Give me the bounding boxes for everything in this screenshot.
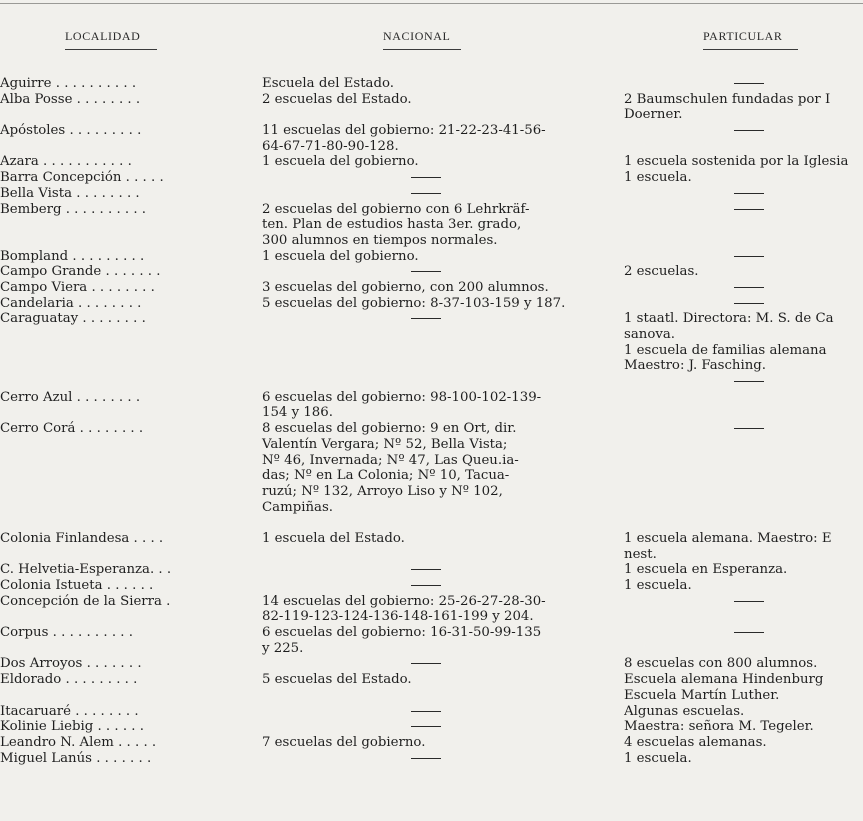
localidad-text: Candelaria . . . . . . . . xyxy=(0,295,142,311)
nacional-line xyxy=(262,390,592,406)
particular-line xyxy=(624,92,863,108)
nacional-line xyxy=(262,233,592,249)
localidad-text: Barra Concepción . . . . . xyxy=(0,170,164,186)
header-underline xyxy=(383,49,461,50)
particular-line xyxy=(624,547,863,563)
particular-line xyxy=(624,170,863,186)
top-rule xyxy=(0,3,863,4)
dash-rule xyxy=(411,193,441,194)
nacional-line xyxy=(262,202,592,218)
dash-rule xyxy=(734,193,764,194)
particular-text: 1 staatl. Directora: M. S. de Ca xyxy=(624,311,834,327)
nacional-text: Campiñas. xyxy=(262,499,334,515)
nacional-line xyxy=(262,500,592,516)
localidad-line xyxy=(0,327,240,343)
particular-line xyxy=(624,405,863,421)
localidad-line xyxy=(0,280,240,296)
nacional-text: 64-67-71-80-90-128. xyxy=(262,138,399,154)
particular-text: 1 escuela de familias alemana xyxy=(624,342,827,358)
nacional-text: Escuela del Estado. xyxy=(262,76,394,91)
localidad-line xyxy=(0,515,240,531)
particular-line xyxy=(624,656,863,672)
nacional-line xyxy=(262,311,592,327)
localidad-line xyxy=(0,311,240,327)
particular-text: 1 escuela. xyxy=(624,578,692,593)
particular-line xyxy=(624,437,863,453)
localidad-line xyxy=(0,249,240,265)
nacional-text: 8 escuelas del gobierno: 9 en Ort, dir. xyxy=(262,421,517,437)
particular-text: Maestra: señora M. Tegeler. xyxy=(624,719,814,735)
particular-line xyxy=(624,751,863,767)
localidad-line xyxy=(0,531,240,547)
dash-rule xyxy=(411,758,441,759)
localidad-line xyxy=(0,594,240,610)
localidad-text: Apóstoles . . . . . . . . . xyxy=(0,123,142,139)
nacional-line xyxy=(262,139,592,155)
localidad-line xyxy=(0,374,240,390)
nacional-line xyxy=(262,578,592,594)
localidad-line xyxy=(0,641,240,657)
localidad-line xyxy=(0,484,240,500)
nacional-line xyxy=(262,751,592,767)
nacional-line xyxy=(262,374,592,390)
particular-line xyxy=(624,390,863,406)
particular-line xyxy=(624,202,863,218)
localidad-text: Kolinie Liebig . . . . . . xyxy=(0,719,144,735)
nacional-text: 1 escuela del gobierno. xyxy=(262,248,419,264)
localidad-line xyxy=(0,92,240,108)
nacional-text: 82-119-123-124-136-148-161-199 y 204. xyxy=(262,609,534,625)
localidad-line xyxy=(0,719,240,735)
localidad-line xyxy=(0,170,240,186)
localidad-line xyxy=(0,186,240,202)
nacional-line xyxy=(262,562,592,578)
nacional-line xyxy=(262,249,592,265)
particular-line xyxy=(624,264,863,280)
dash-rule xyxy=(734,130,764,131)
localidad-text: Leandro N. Alem . . . . . xyxy=(0,734,157,750)
localidad-line xyxy=(0,500,240,516)
localidad-line xyxy=(0,735,240,751)
particular-text: 1 escuela en Esperanza. xyxy=(624,562,788,578)
nacional-line xyxy=(262,672,592,688)
nacional-line xyxy=(262,327,592,343)
particular-text: Maestro: J. Fasching. xyxy=(624,358,767,374)
dash-rule xyxy=(734,381,764,382)
nacional-line xyxy=(262,405,592,421)
header-particular-label: PARTICULAR xyxy=(703,29,783,43)
dash-rule xyxy=(411,271,441,272)
localidad-text: C. Helvetia-Esperanza. . . xyxy=(0,562,172,578)
localidad-text: Bompland . . . . . . . . . xyxy=(0,248,145,264)
dash-rule xyxy=(411,585,441,586)
nacional-line xyxy=(262,594,592,610)
nacional-text: 154 y 186. xyxy=(262,405,333,421)
localidad-line xyxy=(0,468,240,484)
nacional-line xyxy=(262,625,592,641)
header-underline xyxy=(65,49,157,50)
dash-rule xyxy=(411,318,441,319)
nacional-text: Valentín Vergara; Nº 52, Bella Vista; xyxy=(262,436,508,452)
header-nacional xyxy=(383,29,461,50)
nacional-text: y 225. xyxy=(262,640,304,656)
dash-rule xyxy=(734,601,764,602)
header-nacional-label: NACIONAL xyxy=(383,29,451,43)
localidad-text: Concepción de la Sierra . xyxy=(0,593,171,609)
localidad-text: Caraguatay . . . . . . . . xyxy=(0,311,146,327)
dash-rule xyxy=(411,569,441,570)
particular-line xyxy=(624,468,863,484)
particular-line xyxy=(624,484,863,500)
localidad-line xyxy=(0,453,240,469)
nacional-text: 14 escuelas del gobierno: 25-26-27-28-30- xyxy=(262,593,546,609)
localidad-line xyxy=(0,672,240,688)
particular-line xyxy=(624,515,863,531)
particular-line xyxy=(624,123,863,139)
particular-line xyxy=(624,421,863,437)
particular-text: 2 escuelas. xyxy=(624,264,699,280)
particular-line xyxy=(624,107,863,123)
nacional-line xyxy=(262,76,592,92)
localidad-text: Cerro Azul . . . . . . . . xyxy=(0,389,141,405)
localidad-line xyxy=(0,76,240,92)
dash-rule xyxy=(411,711,441,712)
localidad-line xyxy=(0,656,240,672)
nacional-line xyxy=(262,735,592,751)
nacional-line xyxy=(262,264,592,280)
particular-line xyxy=(624,76,863,92)
particular-line xyxy=(624,594,863,610)
localidad-text: Cerro Corá . . . . . . . . xyxy=(0,421,144,437)
nacional-text: 300 alumnos en tiempos normales. xyxy=(262,232,498,248)
nacional-line xyxy=(262,421,592,437)
particular-line xyxy=(624,735,863,751)
dash-rule xyxy=(734,428,764,429)
dash-rule xyxy=(734,209,764,210)
column-localidad xyxy=(0,76,240,766)
particular-text: Escuela alemana Hindenburg xyxy=(624,672,824,688)
localidad-text: Bemberg . . . . . . . . . . xyxy=(0,201,147,217)
nacional-text: 6 escuelas del gobierno: 16-31-50-99-135 xyxy=(262,625,542,641)
particular-line xyxy=(624,311,863,327)
particular-text: 8 escuelas con 800 alumnos. xyxy=(624,656,818,672)
nacional-line xyxy=(262,217,592,233)
localidad-line xyxy=(0,421,240,437)
nacional-line xyxy=(262,437,592,453)
localidad-line xyxy=(0,390,240,406)
nacional-line xyxy=(262,688,592,704)
column-nacional xyxy=(262,76,592,766)
localidad-line xyxy=(0,233,240,249)
nacional-line xyxy=(262,170,592,186)
particular-line xyxy=(624,672,863,688)
localidad-line xyxy=(0,609,240,625)
localidad-text: Dos Arroyos . . . . . . . xyxy=(0,656,142,672)
particular-line xyxy=(624,704,863,720)
nacional-line xyxy=(262,343,592,359)
particular-line xyxy=(624,453,863,469)
particular-text: Escuela Martín Luther. xyxy=(624,687,780,703)
particular-line xyxy=(624,500,863,516)
particular-line xyxy=(624,562,863,578)
localidad-line xyxy=(0,547,240,563)
nacional-text: 1 escuela del Estado. xyxy=(262,530,405,546)
localidad-line xyxy=(0,202,240,218)
nacional-line xyxy=(262,107,592,123)
localidad-line xyxy=(0,751,240,767)
localidad-line xyxy=(0,405,240,421)
dash-rule xyxy=(734,303,764,304)
nacional-text: 3 escuelas del gobierno, con 200 alumnos. xyxy=(262,279,549,295)
nacional-text: 6 escuelas del gobierno: 98-100-102-139- xyxy=(262,389,542,405)
localidad-line xyxy=(0,123,240,139)
nacional-line xyxy=(262,358,592,374)
particular-text: 1 escuela. xyxy=(624,750,692,766)
nacional-line xyxy=(262,154,592,170)
particular-text: 1 escuela sostenida por la Iglesia xyxy=(624,154,849,170)
localidad-line xyxy=(0,437,240,453)
dash-rule xyxy=(734,632,764,633)
particular-text: 1 escuela. xyxy=(624,170,692,186)
particular-line xyxy=(624,233,863,249)
particular-line xyxy=(624,358,863,374)
localidad-line xyxy=(0,343,240,359)
particular-line xyxy=(624,688,863,704)
particular-line xyxy=(624,186,863,202)
dash-rule xyxy=(411,663,441,664)
particular-line xyxy=(624,641,863,657)
localidad-text: Campo Grande . . . . . . . xyxy=(0,264,161,280)
localidad-line xyxy=(0,578,240,594)
localidad-text: Itacaruaré . . . . . . . . xyxy=(0,703,139,719)
particular-line xyxy=(624,578,863,594)
localidad-text: Campo Viera . . . . . . . . xyxy=(0,279,155,295)
localidad-text: Alba Posse . . . . . . . . xyxy=(0,91,141,107)
nacional-line xyxy=(262,186,592,202)
particular-text: 2 Baumschulen fundadas por I xyxy=(624,91,831,107)
dash-rule xyxy=(411,726,441,727)
particular-line xyxy=(624,249,863,265)
nacional-text: 5 escuelas del gobierno: 8-37-103-159 y 187. xyxy=(262,295,566,311)
nacional-line xyxy=(262,531,592,547)
nacional-line xyxy=(262,296,592,312)
nacional-line xyxy=(262,280,592,296)
nacional-text: 2 escuelas del Estado. xyxy=(262,91,412,107)
localidad-line xyxy=(0,107,240,123)
particular-text: 4 escuelas alemanas. xyxy=(624,734,767,750)
localidad-text: Aguirre . . . . . . . . . . xyxy=(0,76,137,91)
particular-line xyxy=(624,374,863,390)
nacional-text: 11 escuelas del gobierno: 21-22-23-41-56- xyxy=(262,123,546,139)
particular-line xyxy=(624,343,863,359)
localidad-text: Azara . . . . . . . . . . . xyxy=(0,154,132,170)
localidad-line xyxy=(0,217,240,233)
nacional-text: das; Nº en La Colonia; Nº 10, Tacua- xyxy=(262,468,510,484)
nacional-line xyxy=(262,484,592,500)
particular-text: Algunas escuelas. xyxy=(624,703,745,719)
dash-rule xyxy=(411,177,441,178)
nacional-line xyxy=(262,92,592,108)
dash-rule xyxy=(734,83,764,84)
nacional-text: Nº 46, Invernada; Nº 47, Las Queu.ia- xyxy=(262,452,519,468)
localidad-line xyxy=(0,358,240,374)
particular-line xyxy=(624,609,863,625)
particular-line xyxy=(624,625,863,641)
header-localidad-label: LOCALIDAD xyxy=(65,29,141,43)
localidad-text: Corpus . . . . . . . . . . xyxy=(0,625,133,641)
nacional-text: ruzú; Nº 132, Arroyo Liso y Nº 102, xyxy=(262,483,503,499)
particular-line xyxy=(624,296,863,312)
particular-text: 1 escuela alemana. Maestro: E xyxy=(624,530,832,546)
localidad-line xyxy=(0,264,240,280)
particular-line xyxy=(624,154,863,170)
nacional-text: 7 escuelas del gobierno. xyxy=(262,734,426,750)
localidad-line xyxy=(0,562,240,578)
localidad-text: Colonia Istueta . . . . . . xyxy=(0,578,154,593)
particular-text: nest. xyxy=(624,546,657,562)
nacional-line xyxy=(262,704,592,720)
nacional-line xyxy=(262,719,592,735)
localidad-text: Bella Vista . . . . . . . . xyxy=(0,185,140,201)
localidad-line xyxy=(0,704,240,720)
nacional-line xyxy=(262,453,592,469)
nacional-line xyxy=(262,547,592,563)
dash-rule xyxy=(734,287,764,288)
nacional-line xyxy=(262,656,592,672)
nacional-line xyxy=(262,515,592,531)
localidad-text: Colonia Finlandesa . . . . xyxy=(0,530,164,546)
nacional-text: ten. Plan de estudios hasta 3er. grado, xyxy=(262,217,522,233)
localidad-line xyxy=(0,154,240,170)
localidad-text: Eldorado . . . . . . . . . xyxy=(0,672,138,688)
dash-rule xyxy=(734,256,764,257)
localidad-line xyxy=(0,139,240,155)
header-underline xyxy=(703,49,798,50)
nacional-line xyxy=(262,609,592,625)
header-localidad xyxy=(65,29,157,50)
particular-line xyxy=(624,719,863,735)
particular-text: Doerner. xyxy=(624,107,683,123)
localidad-line xyxy=(0,688,240,704)
particular-line xyxy=(624,531,863,547)
localidad-line xyxy=(0,625,240,641)
nacional-line xyxy=(262,468,592,484)
localidad-text: Miguel Lanús . . . . . . . xyxy=(0,750,152,766)
nacional-text: 2 escuelas del gobierno con 6 Lehrkräf- xyxy=(262,201,530,217)
nacional-text: 1 escuela del gobierno. xyxy=(262,154,419,170)
particular-line xyxy=(624,139,863,155)
nacional-text: 5 escuelas del Estado. xyxy=(262,672,412,688)
particular-line xyxy=(624,280,863,296)
column-particular xyxy=(624,76,863,766)
header-particular xyxy=(703,29,798,50)
localidad-line xyxy=(0,296,240,312)
particular-line xyxy=(624,327,863,343)
particular-line xyxy=(624,217,863,233)
nacional-line xyxy=(262,123,592,139)
particular-text: sanova. xyxy=(624,327,675,342)
nacional-line xyxy=(262,641,592,657)
